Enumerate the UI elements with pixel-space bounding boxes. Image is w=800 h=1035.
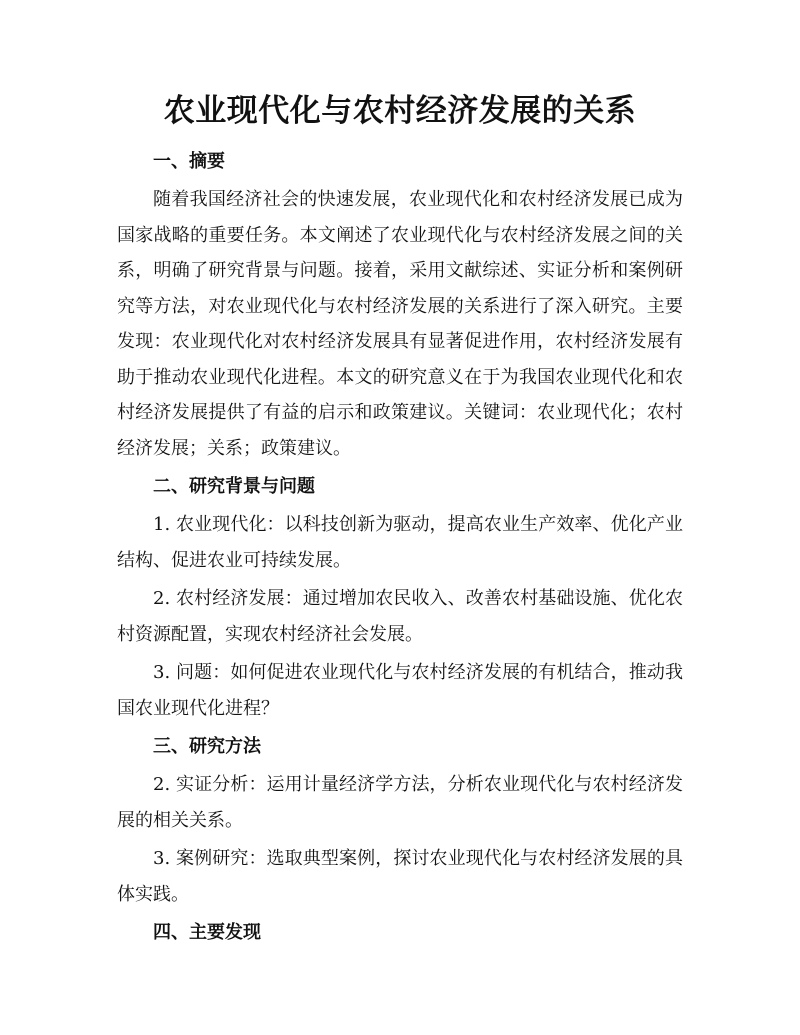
- section-heading-background: 二、研究背景与问题: [153, 476, 315, 497]
- background-item-2: 2. 农村经济发展：通过增加农民收入、改善农村基础设施、优化农村资源配置，实现农村经济社会发展。: [117, 588, 683, 645]
- background-item-1: 1. 农业现代化：以科技创新为驱动，提高农业生产效率、优化产业结构、促进农业可持续发展。: [117, 514, 683, 571]
- section-heading-methods: 三、研究方法: [153, 736, 261, 757]
- section-heading-findings: 四、主要发现: [153, 922, 261, 943]
- document-title: 农业现代化与农村经济发展的关系: [163, 93, 637, 129]
- abstract-paragraph: 随着我国经济社会的快速发展，农业现代化和农村经济发展已成为国家战略的重要任务。本文阐述了农业现代化与农村经济发展之间的关系，明确了研究背景与问题。接着，采用文献综述、实证分析和案例研究等方法，对农业现代化与农村经济发展的关系进行了深入研究。主要发现：农业现代化对农村经济发展具有显著促进作用，农村经济发展有助于推动农业现代化进程。本文的研究意义在于为我国农业现代化和农村经济发展提供了有益的启示和政策建议。关键词：农业现代化；农村经济发展；关系；政策建议。: [117, 189, 683, 459]
- methods-item-2: 2. 实证分析：运用计量经济学方法，分析农业现代化与农村经济发展的相关关系。: [117, 774, 683, 831]
- methods-item-3: 3. 案例研究：选取典型案例，探讨农业现代化与农村经济发展的具体实践。: [117, 848, 683, 905]
- section-heading-abstract: 一、摘要: [153, 151, 225, 172]
- document-body: [117, 144, 683, 953]
- background-item-3: 3. 问题：如何促进农业现代化与农村经济发展的有机结合，推动我国农业现代化进程？: [117, 662, 683, 719]
